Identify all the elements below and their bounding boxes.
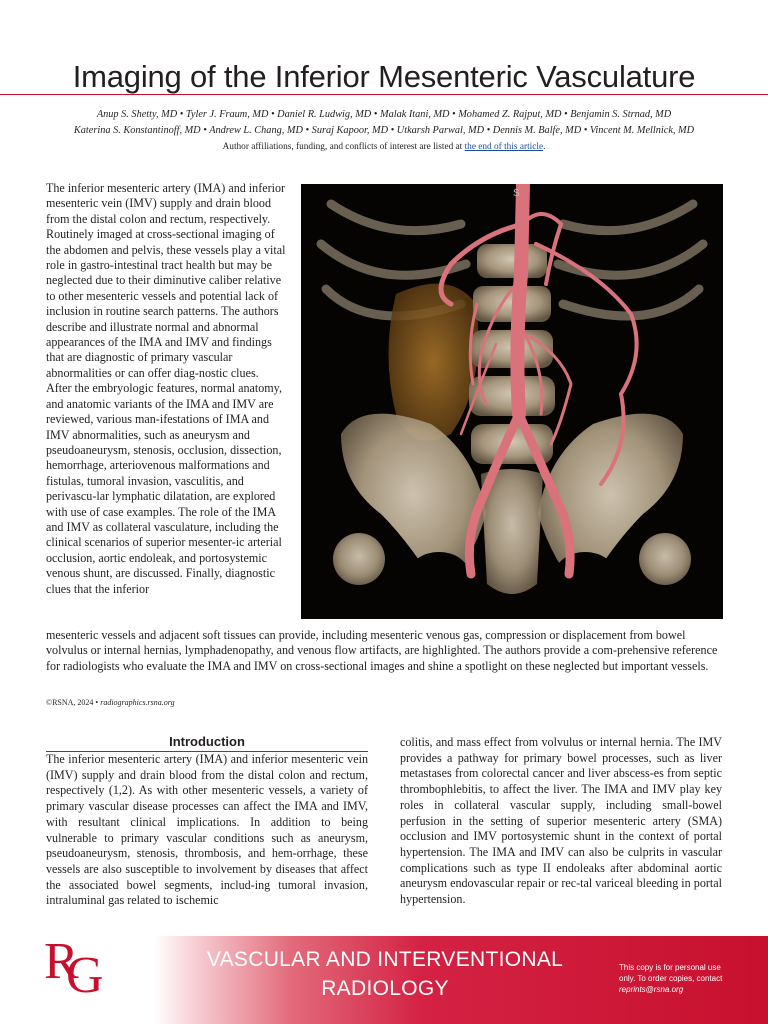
section-name-line-1: VASCULAR AND INTERVENTIONAL	[206, 948, 564, 971]
end-of-article-link[interactable]: the end of this article	[464, 142, 544, 152]
figure-orientation-label: S	[513, 188, 520, 199]
introduction-column-left: The inferior mesenteric artery (IMA) and inferior mesenteric vein (IMV) supply and drain blood from the distal colon and rectum, respectively (1,2). As with other mesenteric vessels, a variety of primary vascular disease processes can affect the IMA and IMV, with resultant clinical implications. In addition to being vulnerable to primary vascular conditions such as aneurysm, pseudoaneurysm, stenosis, thrombosis, and hem-orrhage, these vessels are also susceptible to involvement by diseases that affect the associated bowel segments, includ-ing tumoral invasion, intraluminal gas related to ischemic	[46, 752, 368, 908]
article-title: Imaging of the Inferior Mesenteric Vasculature	[72, 58, 696, 94]
author-line-1: Anup S. Shetty, MD • Tyler J. Fraum, MD • Daniel R. Ludwig, MD • Malak Itani, MD • Mohamed Z. Rajput, MD • Benjamin S. Strnad, MD	[96, 109, 672, 120]
affiliation-note	[40, 142, 728, 152]
copy-note-text: This copy is for personal use only. To order copies, contact	[619, 963, 723, 983]
ct-angiography-figure	[301, 184, 723, 619]
title-divider	[0, 94, 768, 95]
affiliation-suffix: .	[543, 142, 546, 152]
copyright-text: ©RSNA, 2024 •	[46, 698, 101, 707]
author-list	[40, 107, 728, 138]
reprints-email[interactable]: reprints@rsna.org	[619, 985, 684, 994]
introduction-column-right: colitis, and mass effect from volvulus or internal hernia. The IMV provides a pathway for primary bowel processes, such as liver metastases from colorectal cancer and liver abscess-es from septic thrombophlebitis, to affect the liver. The IMA and IMV play key roles in collateral vascular supply, including small-bowel perfusion in the setting of superior mesenteric artery (SMA) occlusion and IMV portosystemic shunt in the context of portal hypertension. The IMA and IMV can also be culprits in vascular complications such as type II endoleaks after abdominal aortic aneurysm endovascular repair or rec-tal variceal bleeding in portal hypertension.	[400, 735, 722, 907]
copyright-line	[46, 698, 175, 707]
introduction-heading: Introduction	[169, 734, 245, 749]
journal-url: radiographics.rsna.org	[100, 698, 175, 707]
personal-copy-note	[619, 962, 729, 995]
section-name-line-2: RADIOLOGY	[321, 977, 449, 1000]
affiliation-prefix: Author affiliations, funding, and conflicts of interest are listed at	[222, 142, 465, 152]
radiographics-logo	[44, 933, 108, 1004]
logo-letter-g: G	[66, 947, 104, 1004]
abstract-text-part-2: mesenteric vessels and adjacent soft tissues can provide, including mesenteric venous gas, compression or displacement from bowel volvulus or internal hernias, lymphadenopathy, and venous flow artifacts, are highlighted. The authors provide a com-prehensive reference for radiologists who evaluate the IMA and IMV on cross-sectional images and shine a spotlight on these neglected but important vessels.	[46, 628, 718, 673]
author-line-2: Katerina S. Konstantinoff, MD • Andrew L. Chang, MD • Suraj Kapoor, MD • Utkarsh Parwal, MD • Dennis M. Balfe, MD • Vincent M. Mellnick, MD	[73, 124, 695, 136]
section-name	[200, 945, 570, 1003]
logo-letter-r: R	[44, 933, 79, 990]
abstract-text-part-1: The inferior mesenteric artery (IMA) and inferior mesenteric vein (IMV) supply and drain blood from the distal colon and rectum, respectively. Routinely imaged at cross-sectional imaging of the abdomen and pelvis, these vessels play a vital role in gastro-intestinal tract health but may be neglected due to their diminutive caliber relative to other mesenteric vessels and potential lack of inclusion in routine search patterns. The authors describe and illustrate normal and abnormal appearances of the IMA and IMV and findings that are diagnostic of primary vascular abnormalities or can offer diag-nostic clues. After the embryologic features, normal anatomy, and anatomic variants of the IMA and IMV are reviewed, various man-ifestations of IMA and IMV abnormalities, such as aneurysm and pseudoaneurysm, stenosis, occlusion, dissection, hemorrhage, arteriovenous malformations and fistulas, tumoral invasion, vasculitis, and perivascu-lar lymphatic dilatation, are explored with use of case examples. The role of the IMA and IMV as collateral vasculature, including the clinical scenarios of superior mesenter-ic arterial occlusion, aortic endoleak, and portosystemic venous shunt, are discussed. Finally, diagnostic clues that the inferior	[46, 181, 286, 596]
